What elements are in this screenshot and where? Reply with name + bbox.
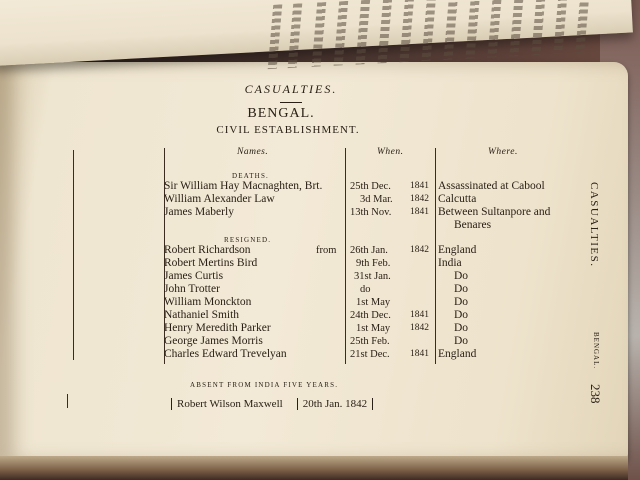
where-cell: Do — [454, 296, 469, 308]
name-cell: James Curtis — [164, 270, 224, 282]
where-cell: England — [438, 348, 477, 360]
date-cell: 9th Feb. — [356, 258, 391, 269]
name-cell: Robert Mertins Bird — [164, 257, 258, 269]
year-cell: 1841 — [410, 207, 429, 217]
absent-row — [166, 398, 378, 410]
section-resigned: RESIGNED. — [224, 236, 272, 244]
table-rule-when — [345, 148, 346, 364]
head-rule — [280, 102, 302, 103]
year-cell: 1842 — [410, 245, 429, 255]
name-cell: Robert Richardson — [164, 244, 251, 256]
name-cell: Henry Meredith Parker — [164, 322, 271, 334]
running-head: CASUALTIES. — [244, 82, 338, 96]
where-cell: England — [438, 244, 477, 256]
page-subtitle: CIVIL ESTABLISHMENT. — [216, 124, 360, 136]
where-cell: Assassinated at Cabool — [438, 180, 545, 192]
column-header-names: Names. — [237, 147, 269, 157]
name-cell: Sir William Hay Macnaghten, Brt. — [164, 180, 323, 192]
page-number: 238 — [588, 384, 603, 404]
where-cell: Do — [454, 270, 469, 282]
name-cell: John Trotter — [164, 283, 220, 295]
date-cell: 25th Dec. — [350, 181, 391, 192]
from-cell: from — [316, 245, 337, 256]
where-cell: Calcutta — [438, 193, 477, 205]
section-deaths: DEATHS. — [232, 172, 269, 180]
date-cell: do — [360, 284, 371, 295]
cell-rule — [297, 398, 298, 410]
side-running-title: CASUALTIES. — [588, 182, 600, 268]
where-cell: Benares — [454, 219, 492, 231]
name-cell: Nathaniel Smith — [164, 309, 240, 321]
year-cell: 1842 — [410, 323, 429, 333]
column-header-where: Where. — [488, 147, 518, 157]
year-cell: 1842 — [410, 194, 429, 204]
date-cell: 1st May — [356, 297, 391, 308]
absent-date: 20th Jan. 1842 — [302, 398, 368, 410]
where-cell: Do — [454, 335, 469, 347]
name-cell: William Alexander Law — [164, 193, 275, 205]
date-cell: 21st Dec. — [350, 349, 390, 360]
date-cell: 24th Dec. — [350, 310, 391, 321]
column-header-when: When. — [377, 147, 404, 157]
page-stack — [0, 456, 628, 480]
date-cell: 3d Mar. — [360, 194, 393, 205]
date-cell: 26th Jan. — [350, 245, 388, 256]
page-title: BENGAL. — [247, 106, 315, 121]
name-cell: James Maberly — [164, 206, 234, 218]
margin-rule — [67, 394, 68, 408]
where-cell: India — [438, 257, 462, 269]
table-rule-where — [435, 148, 436, 364]
date-cell: 25th Feb. — [350, 336, 390, 347]
where-cell: Between Sultanpore and — [438, 206, 551, 218]
section-absent: ABSENT FROM INDIA FIVE YEARS. — [190, 381, 339, 389]
date-cell: 1st May — [356, 323, 391, 334]
date-cell: 13th Nov. — [350, 207, 392, 218]
cell-rule — [372, 398, 373, 410]
where-cell: Do — [454, 309, 469, 321]
cell-rule — [171, 398, 172, 410]
side-section: BENGAL. — [592, 332, 600, 370]
year-cell: 1841 — [410, 310, 429, 320]
year-cell: 1841 — [410, 349, 429, 359]
name-cell: William Monckton — [164, 296, 252, 308]
name-cell: George James Morris — [164, 335, 263, 347]
table-rule-left — [73, 150, 74, 360]
date-cell: 31st Jan. — [354, 271, 391, 282]
name-cell: Charles Edward Trevelyan — [164, 348, 287, 360]
year-cell: 1841 — [410, 181, 429, 191]
where-cell: Do — [454, 322, 469, 334]
where-cell: Do — [454, 283, 469, 295]
absent-name: Robert Wilson Maxwell — [177, 398, 283, 410]
